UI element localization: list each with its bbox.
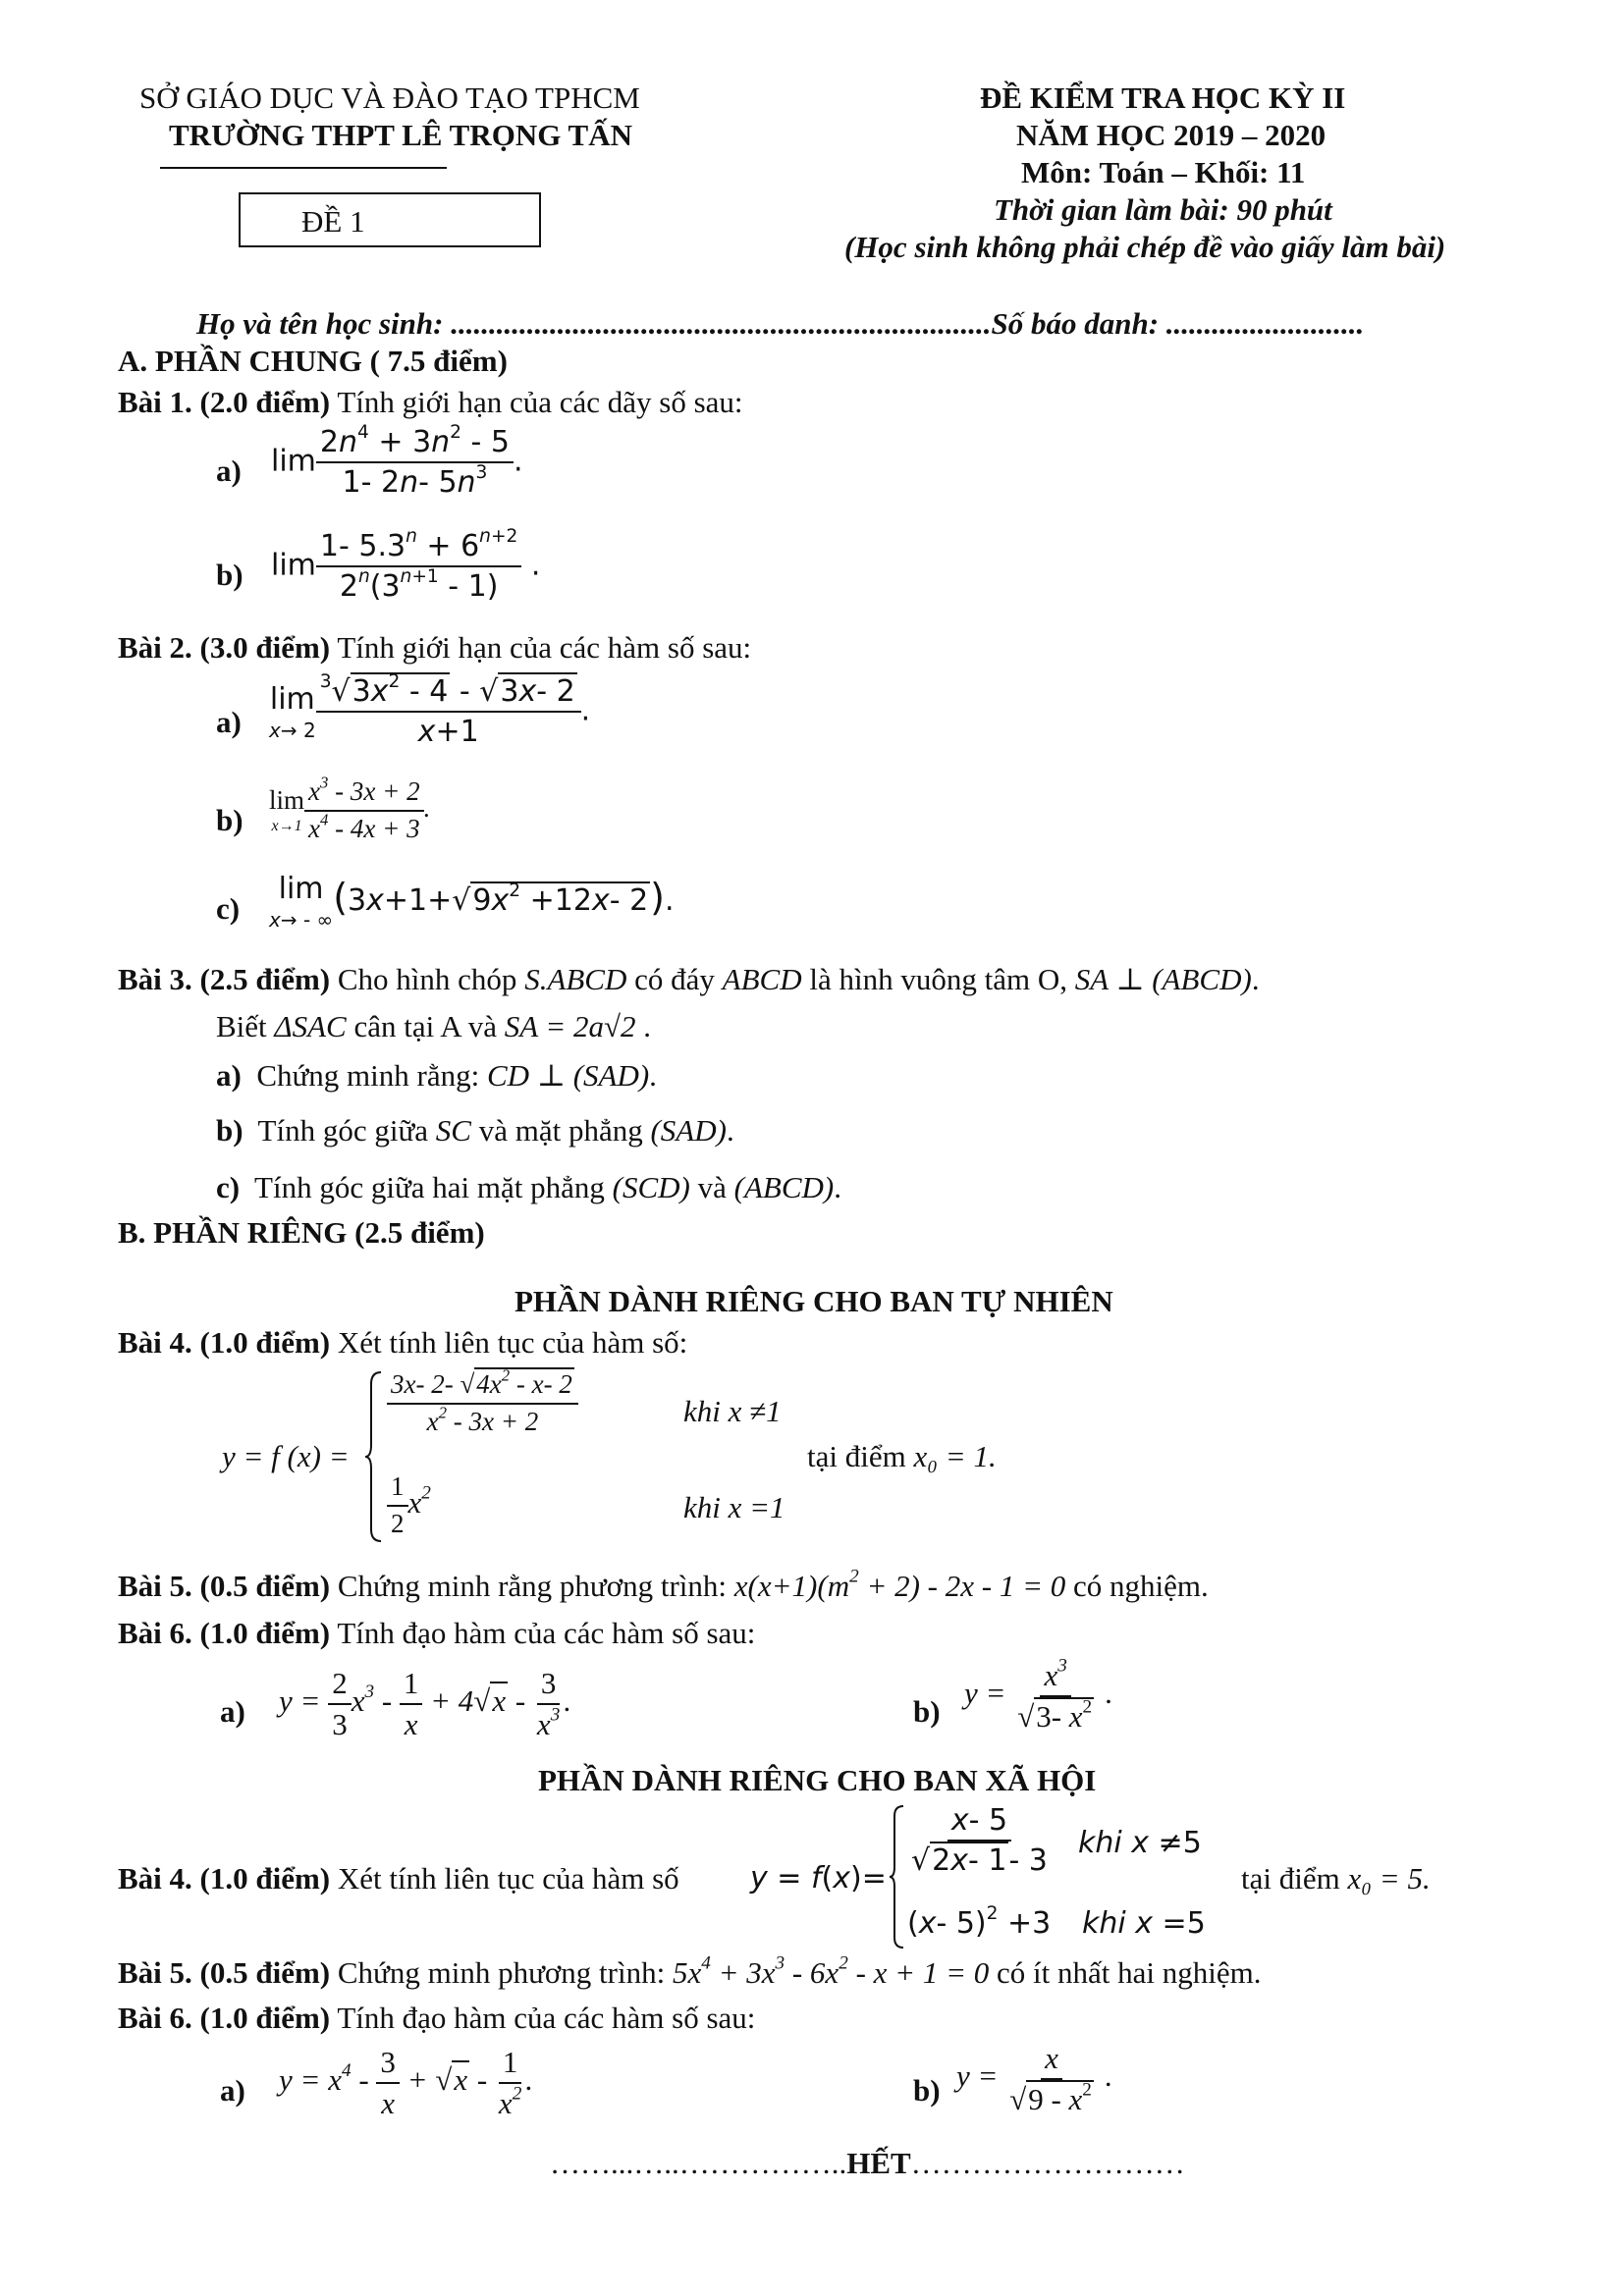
- bai3a: a) Chứng minh rằng: CD ⊥ (SAD).: [216, 1058, 657, 1093]
- xh-bai5-equation: $5x^4 + 3x^3 - 6x^2 - x + 1 = 0$: [672, 1952, 990, 1990]
- bai1-text: Tính giới hạn của các dãy số sau:: [330, 385, 743, 419]
- bai1b-formula: lim $\frac{1- 5.3^n + 6^{n+2}}{2^n(3^{n+1} - 1)}$ .: [271, 526, 541, 604]
- bai1b-label: b): [216, 558, 244, 592]
- bai2-text: Tính giới hạn của các hàm số sau:: [330, 630, 752, 665]
- xh-bai5-tail: có ít nhất hai nghiệm.: [989, 1955, 1262, 1990]
- school-name: TRƯỜNG THPT LÊ TRỌNG TẤN: [169, 118, 632, 152]
- exam-note: (Học sinh không phải chép đề vào giấy làm bài): [844, 230, 1446, 264]
- bai3-text3: là hình vuông tâm O,: [801, 962, 1075, 996]
- tn-bai4-x0: x₀ = 1.: [913, 1439, 997, 1473]
- bai3-line2-text: Biết: [216, 1009, 275, 1043]
- end-text: HẾT: [846, 2146, 911, 2180]
- bai3-triangle: ΔSAC: [274, 1009, 347, 1043]
- school-underline: [160, 167, 447, 169]
- student-name-dots: .......................................................................: [451, 306, 992, 341]
- bai1a-label: a): [216, 454, 242, 488]
- end-dots-left: ……...…..……………..: [550, 2146, 847, 2180]
- xh-bai6b-formula: y = $\frac{x}{√9 - x^2}$ .: [956, 2041, 1113, 2117]
- xh-section-title: PHẦN DÀNH RIÊNG CHO BAN XÃ HỘI: [538, 1763, 1097, 1797]
- part-a-title: A. PHẦN CHUNG ( 7.5 điểm): [118, 344, 508, 378]
- bai1a-formula: lim $\frac{2n^4 + 3n^2 - 5}{1- 2n- 5n^3}$ .: [271, 422, 523, 500]
- bai3c: c) Tính góc giữa hai mặt phẳng (SCD) và (ABCD).: [216, 1170, 841, 1204]
- bai2-heading: [118, 630, 751, 666]
- xh-bai4-point: [1241, 1861, 1431, 1896]
- tn-bai5-equation: $x(x+1)(m^2 + 2) - 2x - 1 = 0$: [733, 1566, 1066, 1603]
- student-id-dots: ..........................: [1165, 306, 1365, 341]
- xh-bai6a-formula: $y = x^4$ - $\frac{3}{x}$ + √x - $\frac{1}{x^2}$ .: [279, 2045, 534, 2121]
- left-brace-icon: [363, 1370, 383, 1543]
- tn-bai6b-label: b): [913, 1694, 941, 1729]
- student-info-line: [196, 306, 1364, 342]
- bai3c-label: c): [216, 1170, 241, 1204]
- end-marker: [550, 2146, 1185, 2181]
- bai2c-label: c): [216, 891, 241, 926]
- xh-bai6-heading: [118, 2001, 755, 2036]
- bai3a-math: CD ⊥ (SAD): [486, 1058, 650, 1093]
- end-dots-right: ………………………: [910, 2146, 1185, 2180]
- bai3b-line: SC: [435, 1113, 471, 1148]
- tn-bai4-label: Bài 4. (1.0 điểm): [118, 1325, 331, 1360]
- department-name: SỞ GIÁO DỤC VÀ ĐÀO TẠO TPHCM: [139, 80, 640, 115]
- xh-bai4-text: Xét tính liên tục của hàm số: [330, 1861, 679, 1896]
- xh-bai5-label: Bài 5. (0.5 điểm): [118, 1955, 331, 1990]
- school-year: NĂM HỌC 2019 – 2020: [1016, 118, 1326, 152]
- tn-bai6a-formula: y = $\frac{2}{3}$ $x^3$ - $\frac{1}{x}$ + 4√x - $\frac{3}{x^3}$ .: [279, 1666, 572, 1742]
- bai3-line2-text2: cân tại A và: [346, 1009, 505, 1043]
- left-brace-icon: [888, 1804, 905, 1949]
- student-id-label: Số báo danh:: [991, 306, 1166, 341]
- bai2a-label: a): [216, 705, 242, 739]
- bai3c-plane2: (ABCD): [733, 1170, 835, 1204]
- tn-bai5: [118, 1566, 1209, 1604]
- bai3c-text2: và: [689, 1170, 734, 1204]
- bai3b-plane: (SAD): [650, 1113, 727, 1148]
- bai3-text1: Cho hình chóp: [330, 962, 525, 996]
- tn-bai6b-formula: y = $\frac{x^3}{√3- x^2}$ .: [964, 1655, 1113, 1735]
- bai3-label: Bài 3. (2.5 điểm): [118, 962, 331, 996]
- part-b-title: B. PHẦN RIÊNG (2.5 điểm): [118, 1215, 485, 1250]
- bai3c-plane1: (SCD): [612, 1170, 690, 1204]
- xh-bai4-heading: [118, 1861, 679, 1896]
- tn-bai6a-label: a): [220, 1694, 245, 1729]
- tn-bai6-label: Bài 6. (1.0 điểm): [118, 1616, 331, 1650]
- exam-code-box: [239, 192, 541, 247]
- tn-bai6-heading: [118, 1616, 755, 1651]
- xh-bai4-label: Bài 4. (1.0 điểm): [118, 1861, 331, 1896]
- bai3-perp: SA ⊥ (ABCD): [1074, 962, 1252, 996]
- bai1-heading: [118, 385, 743, 420]
- xh-bai4-tail: tại điểm: [1241, 1861, 1348, 1896]
- bai3-pyramid: S.ABCD: [524, 962, 627, 996]
- tn-bai6-text: Tính đạo hàm của các hàm số sau:: [330, 1616, 756, 1650]
- tn-bai5-label: Bài 5. (0.5 điểm): [118, 1569, 331, 1603]
- bai2b-label: b): [216, 803, 244, 837]
- bai3c-text: Tính góc giữa hai mặt phẳng: [254, 1170, 613, 1204]
- bai3-line2: Biết ΔSAC cân tại A và SA = 2a√2 .: [216, 1009, 652, 1043]
- exam-title: ĐỀ KIỂM TRA HỌC KỲ II: [980, 80, 1346, 115]
- tn-bai5-tail: có nghiệm.: [1065, 1569, 1209, 1603]
- xh-bai6b-label: b): [913, 2073, 941, 2108]
- bai3-base: ABCD: [722, 962, 802, 996]
- bai2-label: Bài 2. (3.0 điểm): [118, 630, 331, 665]
- bai3-sa-length: SA = 2a√2: [504, 1009, 636, 1043]
- bai1-label: Bài 1. (2.0 điểm): [118, 385, 331, 419]
- bai3b-text2: và mặt phẳng: [470, 1113, 651, 1148]
- xh-bai6-text: Tính đạo hàm của các hàm số sau:: [330, 2001, 756, 2035]
- xh-bai6a-label: a): [220, 2073, 245, 2108]
- bai2b-formula: lim x→1 $\frac{x^3 - 3x + 2}{x^4 - 4x + 3}$ .: [269, 773, 431, 843]
- xh-bai6-label: Bài 6. (1.0 điểm): [118, 2001, 331, 2035]
- xh-bai4-x0: x₀ = 5.: [1347, 1861, 1431, 1896]
- bai2c-formula: lim x→ - ∞ ($3x+1+√9x^2 +12x-$ 2).: [269, 872, 675, 932]
- bai3-text2: có đáy: [626, 962, 723, 996]
- tn-section-title: PHẦN DÀNH RIÊNG CHO BAN TỰ NHIÊN: [514, 1284, 1113, 1318]
- student-name-label: Họ và tên học sinh:: [196, 306, 452, 341]
- tn-bai4-text: Xét tính liên tục của hàm số:: [330, 1325, 688, 1360]
- bai3a-label: a): [216, 1058, 242, 1093]
- bai2a-formula: lim x→ 2 $\frac{^3√3x^2 - 4 - √3x- 2}{x+1}$ .: [269, 671, 591, 749]
- subject-grade: Môn: Toán – Khối: 11: [1021, 155, 1306, 189]
- tn-bai5-text: Chứng minh rằng phương trình:: [330, 1569, 734, 1603]
- xh-bai5-text: Chứng minh phương trình:: [330, 1955, 673, 1990]
- time-limit: Thời gian làm bài: 90 phút: [994, 192, 1332, 227]
- bai3-heading: Bài 3. (2.5 điểm) Cho hình chóp S.ABCD có đáy ABCD là hình vuông tâm O, SA ⊥ (ABCD).: [118, 962, 1260, 996]
- exam-code: ĐỀ 1: [301, 204, 365, 239]
- bai3b: b) Tính góc giữa SC và mặt phẳng (SAD).: [216, 1113, 734, 1148]
- bai3a-text: Chứng minh rằng:: [256, 1058, 487, 1093]
- tn-bai4-heading: [118, 1325, 687, 1361]
- bai3b-text: Tính góc giữa: [257, 1113, 436, 1148]
- xh-bai5: [118, 1952, 1262, 1991]
- bai3b-label: b): [216, 1113, 244, 1148]
- tn-bai4-point: [807, 1439, 997, 1474]
- tn-bai4-tail: tại điểm: [807, 1439, 914, 1473]
